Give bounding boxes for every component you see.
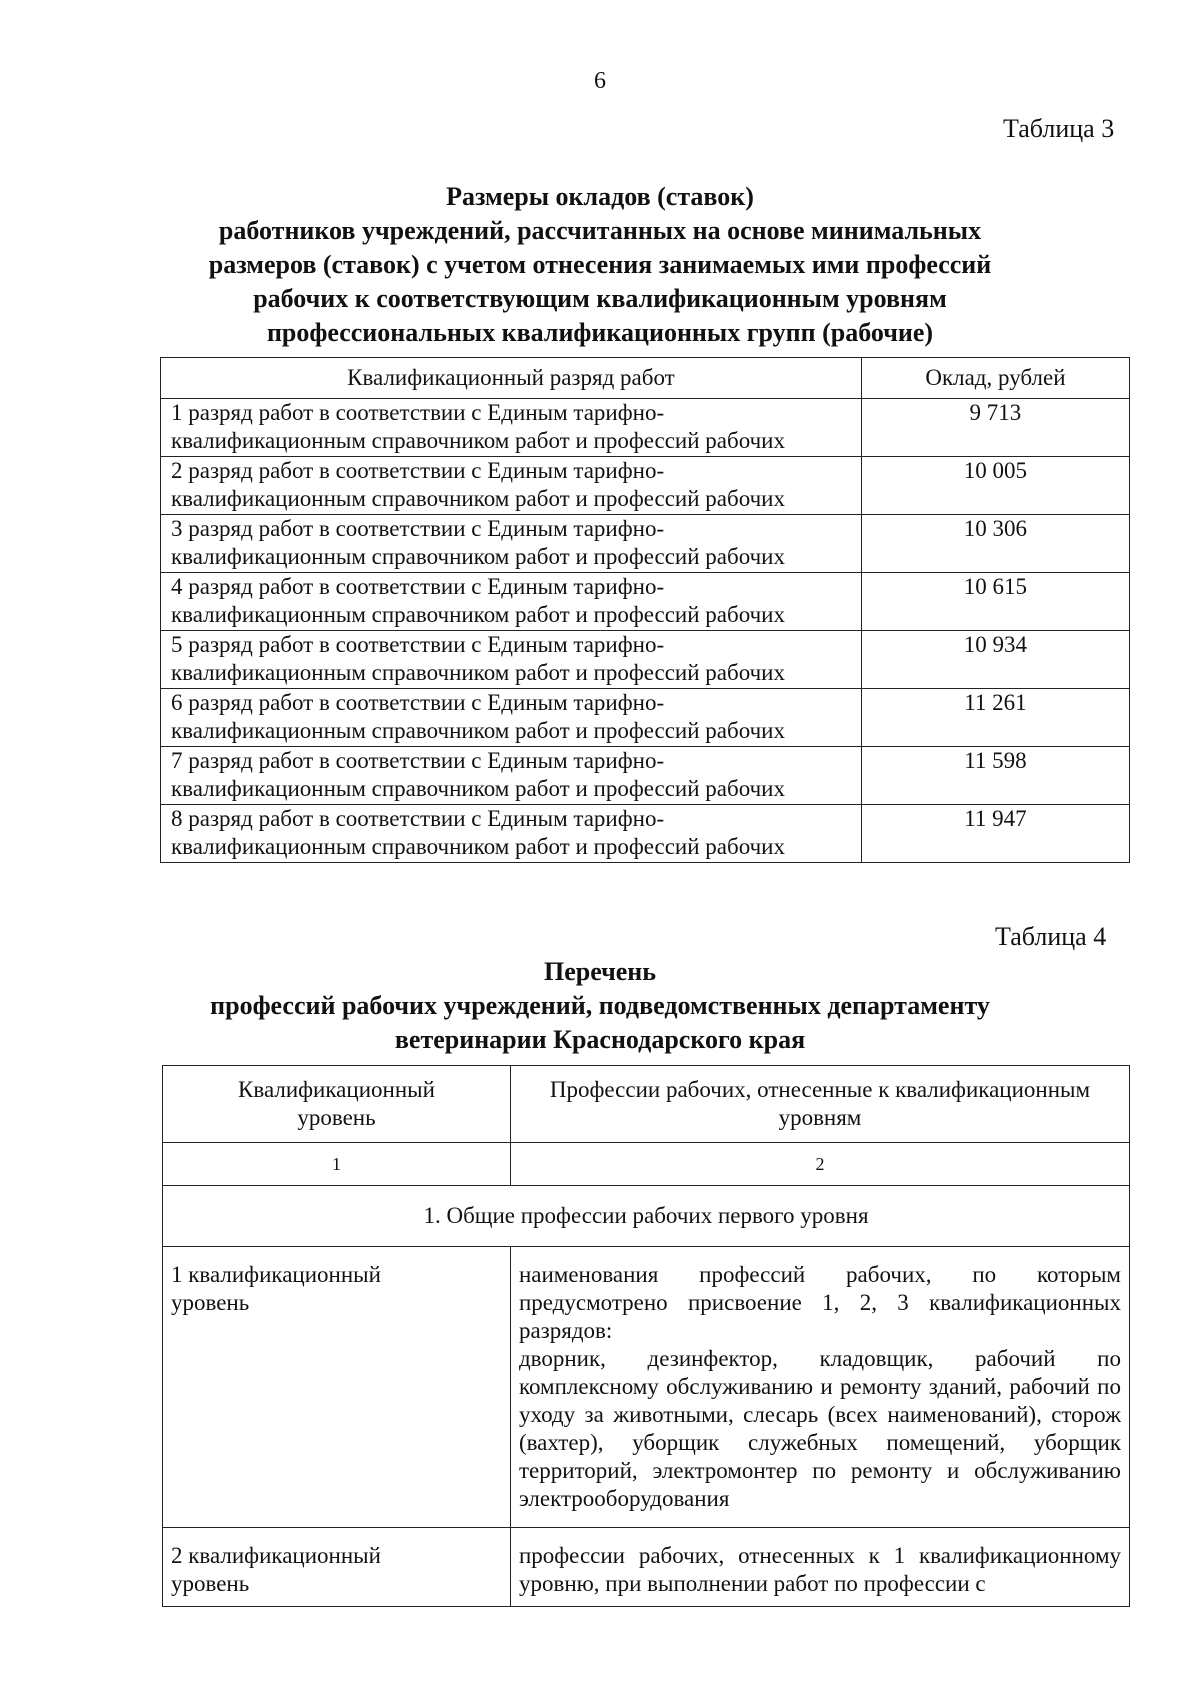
table-row [161,515,1130,573]
salary-cell: 9 713 [861,399,1129,457]
table-row [161,747,1130,805]
table-3-label: Таблица 3 [1003,114,1115,143]
grade-line: 7 разряд работ в соответствии с Единым тарифно- [171,748,665,773]
grade-line: квалификационным справочником работ и профессий рабочих [171,834,785,859]
table-header-row [163,1066,1130,1143]
salary-cell: 11 947 [861,805,1129,863]
header-level [163,1066,511,1143]
table-row [163,1247,1130,1528]
section-title: 1. Общие профессии рабочих первого уровня [163,1186,1130,1247]
salary-cell: 10 005 [861,457,1129,515]
grade-line: 4 разряд работ в соответствии с Единым тарифно- [171,574,665,599]
header-line: Профессии рабочих, отнесенные к квалификационным [549,1077,1091,1102]
header-grade: Квалификационный разряд работ [161,358,862,399]
grade-cell [161,399,862,457]
professions-paragraph: профессии рабочих, отнесенных к 1 квалификационному уровню, при выполнении работ по профессии с [518,1543,1121,1596]
grade-cell [161,805,862,863]
level-cell [163,1247,511,1528]
grade-line: 1 разряд работ в соответствии с Единым тарифно- [171,400,665,425]
professions-paragraph: дворник, дезинфектор, кладовщик, рабочий по комплексному обслуживанию и ремонту зданий, рабочий по уходу за животными, слесарь (всех наименований), сторож (вахтер), уборщик служебных помещений, уборщик территорий, электромонтер по ремонту и обслуживанию электрооборудования [518,1346,1121,1511]
level-line: уровень [171,1571,250,1596]
grade-line: 2 разряд работ в соответствии с Единым тарифно- [171,458,665,483]
professions-table [162,1065,1130,1607]
heading-line: профессий рабочих учреждений, подведомственных департаменту [210,991,990,1020]
level-cell [163,1528,511,1607]
heading-line: Перечень [543,957,657,986]
grade-cell [161,457,862,515]
salary-cell: 10 306 [861,515,1129,573]
grade-cell [161,631,862,689]
table-row [161,631,1130,689]
grade-line: квалификационным справочником работ и профессий рабочих [171,486,785,511]
heading-line: размеров (ставок) с учетом отнесения занимаемых ими профессий [208,250,992,279]
grade-cell [161,515,862,573]
heading-line: рабочих к соответствующим квалификационным уровням [253,284,947,313]
grade-line: квалификационным справочником работ и профессий рабочих [171,660,785,685]
header-line: Квалификационный [238,1077,435,1102]
table-row [161,399,1130,457]
grade-line: квалификационным справочником работ и профессий рабочих [171,718,785,743]
column-number: 1 [163,1143,511,1186]
heading-line: профессиональных квалификационных групп (рабочие) [266,318,934,347]
professions-cell [510,1247,1129,1528]
table-header-row [161,358,1130,399]
header-line: уровням [778,1105,862,1130]
table-row [161,805,1130,863]
page-number: 6 [594,68,606,94]
header-salary: Оклад, рублей [861,358,1129,399]
level-line: 2 квалификационный [171,1543,381,1568]
salary-cell: 11 261 [861,689,1129,747]
salary-table [160,357,1130,863]
grade-line: 6 разряд работ в соответствии с Единым тарифно- [171,690,665,715]
header-professions [510,1066,1129,1143]
salary-cell: 10 934 [861,631,1129,689]
table-row [163,1528,1130,1607]
table-4-heading [0,955,1200,1057]
grade-line: квалификационным справочником работ и профессий рабочих [171,602,785,627]
level-line: 1 квалификационный [171,1262,381,1287]
column-number-row [163,1143,1130,1186]
heading-line: Размеры окладов (ставок) [446,182,754,211]
grade-line: 5 разряд работ в соответствии с Единым тарифно- [171,632,665,657]
grade-line: квалификационным справочником работ и профессий рабочих [171,544,785,569]
table-4-label: Таблица 4 [995,922,1107,951]
heading-line: ветеринарии Краснодарского края [394,1025,806,1054]
table-row [161,689,1130,747]
column-number: 2 [510,1143,1129,1186]
grade-line: 8 разряд работ в соответствии с Единым тарифно- [171,806,665,831]
table-row [161,457,1130,515]
salary-cell: 11 598 [861,747,1129,805]
header-line: уровень [297,1105,376,1130]
grade-cell [161,573,862,631]
heading-line: работников учреждений, рассчитанных на основе минимальных [218,216,982,245]
grade-line: квалификационным справочником работ и профессий рабочих [171,776,785,801]
professions-paragraph: наименования профессий рабочих, по которым предусмотрено присвоение 1, 2, 3 квалификационных разрядов: [518,1262,1121,1343]
salary-cell: 10 615 [861,573,1129,631]
section-row [163,1186,1130,1247]
grade-line: квалификационным справочником работ и профессий рабочих [171,428,785,453]
table-3-heading [0,180,1200,350]
level-line: уровень [171,1290,250,1315]
professions-cell [510,1528,1129,1607]
grade-cell [161,689,862,747]
grade-cell [161,747,862,805]
table-row [161,573,1130,631]
grade-line: 3 разряд работ в соответствии с Единым тарифно- [171,516,665,541]
